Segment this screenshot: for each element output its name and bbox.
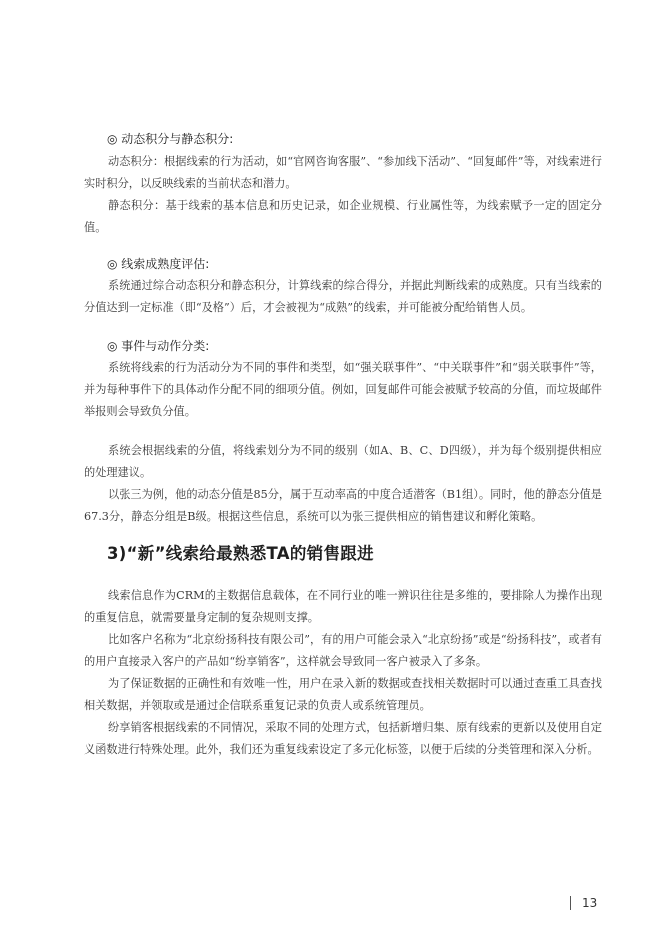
page-number: 13 <box>582 896 598 910</box>
paragraph-dedup-tool: 为了保证数据的正确性和有效唯一性，用户在录入新的数据或查找相关数据时可以通过查重工具查找相关数据，并领取或是通过企信联系重复记录的负责人或系统管理员。 <box>84 677 602 712</box>
paragraph-crm-uniqueness: 线索信息作为CRM的主数据信息载体，在不同行业的唯一辨识往往是多维的，要排除人为操作出现的重复信息，就需要量身定制的复杂规则支撑。 <box>84 589 602 624</box>
paragraph-duplicate-example: 比如客户名称为“北京纷扬科技有限公司”，有的用户可能会录入“北京纷扬”或是“纷扬科技”，或者有的用户直接录入客户的产品如“纷享销客”，这样就会导致同一客户被录入了多条。 <box>84 633 602 668</box>
paragraph-handling: 纷享销客根据线索的不同情况，采取不同的处理方式，包括新增归集、原有线索的更新以及使用自定义函数进行特殊处理。此外，我们还为重复线索设定了多元化标签，以便于后续的分类管理和深入分析。 <box>84 721 602 756</box>
paragraph-levels: 系统会根据线索的分值，将线索划分为不同的级别（如A、B、C、D四级），并为每个级别提供相应的处理建议。 <box>84 444 602 479</box>
paragraph-maturity: 系统通过综合动态积分和静态积分，计算线索的综合得分，并据此判断线索的成熟度。只有当线索的分值达到一定标准（即“及格”）后，才会被视为“成熟”的线索，并可能被分配给销售人员。 <box>84 279 602 314</box>
page-number-divider <box>570 896 571 910</box>
paragraph-dynamic-score: 动态积分：根据线索的行为活动，如“官网咨询客服”、“参加线下活动”、“回复邮件”等，对线索进行实时积分，以反映线索的当前状态和潜力。 <box>84 155 602 190</box>
section-heading-maturity: ◎ 线索成熟度评估: <box>107 257 210 271</box>
section-heading-dynamic-static: ◎ 动态积分与静态积分: <box>107 132 234 146</box>
paragraph-static-score: 静态积分：基于线索的基本信息和历史记录，如企业规模、行业属性等，为线索赋予一定的固定分值。 <box>84 199 602 234</box>
section-3-heading: 3)“新”线索给最熟悉TA的销售跟进 <box>107 544 374 563</box>
section-heading-events: ◎ 事件与动作分类: <box>107 339 210 353</box>
paragraph-events: 系统将线索的行为活动分为不同的事件和类型，如“强关联事件”、“中关联事件”和“弱关联事件”等，并为每种事件下的具体动作分配不同的细项分值。例如，回复邮件可能会被赋予较高的分值，而垃圾邮件举报则会导致负分值。 <box>84 361 602 418</box>
paragraph-example: 以张三为例，他的动态分值是85分，属于互动率高的中度合适潜客（B1组）。同时，他的静态分值是67.3分，静态分组是B级。根据这些信息，系统可以为张三提供相应的销售建议和孵化策略。 <box>84 488 602 523</box>
